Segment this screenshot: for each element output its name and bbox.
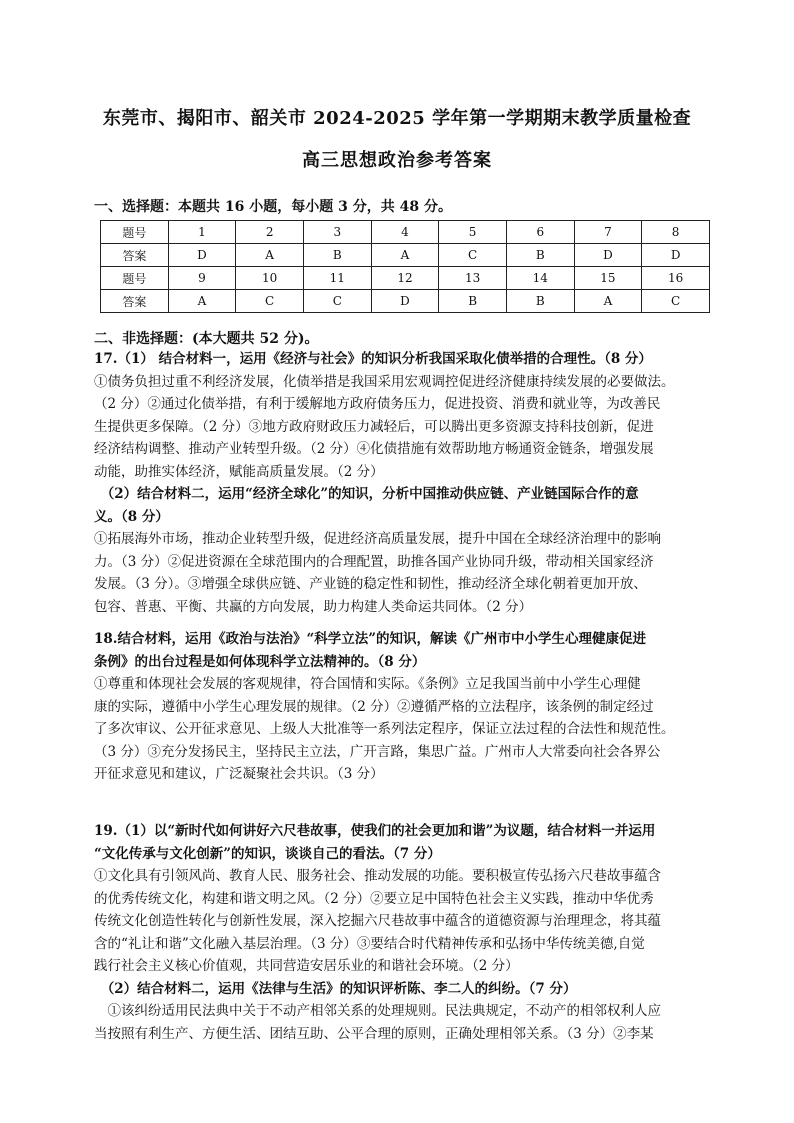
answer-table-cell: D (371, 290, 439, 313)
answer-table-cell: 12 (371, 267, 439, 290)
answer-text-line: 含的“礼让和谐”文化融入基层治理。（3 分）③要结合时代精神传承和弘扬中华传统美德,自觉 (94, 935, 645, 952)
answer-table-cell: B (506, 290, 574, 313)
answer-table-cell: 13 (439, 267, 507, 290)
question-prompt-line: （2）结合材料二，运用“经济全球化”的知识，分析中国推动供应链、产业链国际合作的意 (94, 486, 639, 502)
answer-table-cell: 9 (168, 267, 236, 290)
answer-table-cell: 11 (303, 267, 371, 290)
answer-text-line: （2 分）②通过化债举措，有利于缓解地方政府债务压力，促进投资、消费和就业等，为改善民 (94, 396, 661, 412)
question-prompt-line: 条例》的出台过程是如何体现科学立法精神的。（8 分） (94, 653, 426, 670)
answer-table-cell: D (574, 244, 642, 267)
section-1-heading: 一、选择题：本题共 16 小题，每小题 3 分，共 48 分。 (94, 199, 452, 215)
answer-table-row-label: 答案 (101, 290, 169, 313)
answer-text-line: 践行社会主义核心价值观，共同营造安居乐业的和谐社会环境。（2 分） (94, 958, 519, 974)
answer-text-line: ①尊重和体现社会发展的客观规律，符合国情和实际。《条例》立足我国当前中小学生心理健 (94, 676, 641, 692)
answer-table-cell: 2 (236, 221, 304, 244)
document-title: 东莞市、揭阳市、韶关市 2024-2025 学年第一学期期末教学质量检查 (102, 108, 692, 129)
answer-table-row (101, 290, 710, 313)
answer-table-cell: 8 (642, 221, 710, 244)
answer-table-row (101, 267, 710, 290)
answer-table-row-label: 答案 (101, 244, 169, 267)
answer-table-cell: 6 (506, 221, 574, 244)
answer-text-line: 康的实际，遵循中小学生心理发展的规律。（2 分）②遵循严格的立法程序，该条例的制定经过 (94, 698, 654, 715)
answer-table-cell: B (506, 244, 574, 267)
question-prompt-line: 17.（1） 结合材料一，运用《经济与社会》的知识分析我国采取化债举措的合理性。（8 分） (94, 351, 652, 367)
answer-text-line: 力。（3 分）②促进资源在全球范围内的合理配置，助推各国产业协同升级，带动相关国家经济 (94, 553, 654, 570)
question-17 (94, 348, 708, 618)
question-prompt-line: 19.（1）以“新时代如何讲好六尺巷故事，使我们的社会更加和谐”为议题，结合材料一并运用 (94, 823, 656, 839)
document-subtitle: 高三思想政治参考答案 (302, 150, 492, 171)
answer-table (100, 220, 710, 313)
answer-text-line: 包容、普惠、平衡、共赢的方向发展，助力构建人类命运共同体。（2 分） (94, 598, 533, 615)
answer-table-cell: 7 (574, 221, 642, 244)
answer-text-line: ①该纠纷适用民法典中关于不动产相邻关系的处理规则。民法典规定，不动产的相邻权利人应 (94, 1003, 661, 1019)
answer-table-cell: 15 (574, 267, 642, 290)
answer-text-line: 的优秀传统文化，构建和谐文明之风。（2 分）②要立足中国特色社会主义实践，推动中华优秀 (94, 890, 654, 907)
answer-table-cell: A (574, 290, 642, 313)
answer-text-line: 发展。（3 分）。③增强全球供应链、产业链的稳定性和韧性，推动经济全球化朝着更加开放、 (94, 576, 647, 592)
answer-text-line: ①文化具有引领风尚、教育人民、服务社会、推动发展的功能。要积极宣传弘扬六尺巷故事蕴含 (94, 868, 661, 884)
answer-table-cell: 1 (168, 221, 236, 244)
answer-table-cell: B (303, 244, 371, 267)
answer-table-cell: A (371, 244, 439, 267)
answer-table-cell: D (168, 244, 236, 267)
answer-text-line: ①拓展海外市场，推动企业转型升级，促进经济高质量发展，提升中国在全球经济治理中的影响 (94, 531, 661, 547)
question-prompt-line: 18.结合材料，运用《政治与法治》“科学立法”的知识，解读《广州市中小学生心理健康促进 (94, 631, 647, 647)
answer-table-cell: B (439, 290, 507, 313)
answer-table-cell: 10 (236, 267, 304, 290)
question-18 (94, 628, 708, 786)
answer-text-line: 动能，助推实体经济，赋能高质量发展。（2 分） (94, 463, 384, 480)
answer-table-cell: D (642, 244, 710, 267)
answer-table-cell: 4 (371, 221, 439, 244)
answer-text-line: 传统文化创造性转化与创新性发展，深入挖掘六尺巷故事中蕴含的道德资源与治理理念，将其蕴 (94, 913, 661, 929)
answer-table-cell: 3 (303, 221, 371, 244)
answer-table-cell: 5 (439, 221, 507, 244)
answer-text-line: 当按照有利生产、方便生活、团结互助、公平合理的原则，正确处理相邻关系。（3 分）②李某 (94, 1025, 654, 1042)
answer-text-line: 开征求意见和建议，广泛凝聚社会共识。（3 分） (94, 766, 384, 782)
question-19 (94, 820, 708, 1045)
question-prompt-line: “文化传承与文化创新”的知识，谈谈自己的看法。（7 分） (94, 845, 441, 862)
answer-table-row-label: 题号 (101, 267, 169, 290)
answer-table-cell: C (303, 290, 371, 313)
section-2-heading: 二、非选择题：(本大题共 52 分)。 (94, 331, 319, 347)
answer-table-cell: 16 (642, 267, 710, 290)
answer-text-line: 了多次审议、公开征求意见、上级人大批准等一系列法定程序，保证立法过程的合法性和规范性。 (94, 721, 675, 737)
answer-text-line: （3 分）③充分发扬民主，坚持民主立法，广开言路，集思广益。广州市人大常委向社会各界公 (94, 743, 661, 760)
answer-table-cell: 14 (506, 267, 574, 290)
question-prompt-line: 义。（8 分） (94, 508, 169, 525)
answer-table-cell: C (236, 290, 304, 313)
answer-text-line: 生提供更多保障。（2 分）③地方政府财政压力减轻后，可以腾出更多资源支持科技创新，促进 (94, 418, 654, 435)
answer-table-cell: A (236, 244, 304, 267)
answer-table-row (101, 244, 710, 267)
question-prompt-line: （2）结合材料二，运用《法律与生活》的知识评析陈、李二人的纠纷。（7 分） (94, 980, 577, 997)
answer-text-line: ①债务负担过重不利经济发展，化债举措是我国采用宏观调控促进经济健康持续发展的必要做法。 (94, 373, 675, 390)
answer-table-row-label: 题号 (101, 221, 169, 244)
answer-table-cell: A (168, 290, 236, 313)
answer-text-line: 经济结构调整、推动产业转型升级。（2 分）④化债措施有效帮助地方畅通资金链条，增强发展 (94, 441, 654, 457)
answer-table-cell: C (439, 244, 507, 267)
answer-table-cell: C (642, 290, 710, 313)
answer-table-row (101, 221, 710, 244)
